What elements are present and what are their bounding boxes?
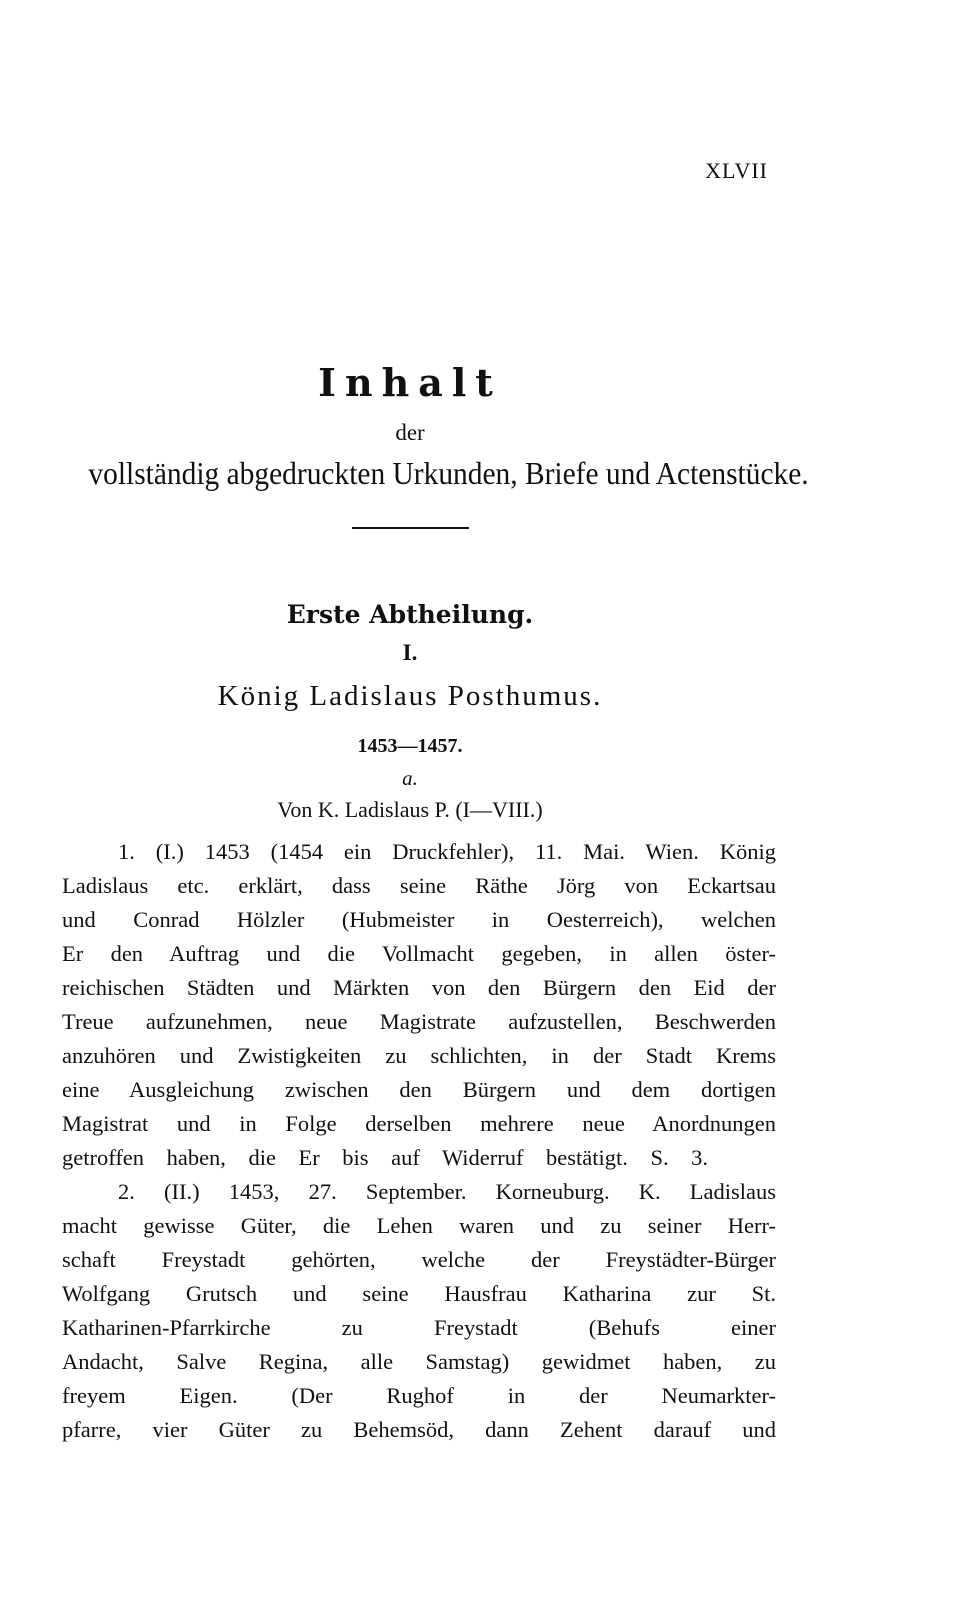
text-line: Ladislaus etc. erklärt, dass seine Räthe Jörg von Eckartsau xyxy=(62,873,776,898)
text-line: eine Ausgleichung zwischen den Bürgern und dem dortigen xyxy=(62,1077,776,1102)
text-line: macht gewisse Güter, die Lehen waren und zu seiner Herr- xyxy=(62,1213,776,1238)
text-line: schaft Freystadt gehörten, welche der Freystädter-Bürger xyxy=(62,1247,776,1272)
sub-heading: Von K. Ladislaus P. (I—VIII.) xyxy=(277,797,543,822)
text-line: pfarre, vier Güter zu Behemsöd, dann Zehent darauf und xyxy=(62,1417,776,1442)
section-roman: I. xyxy=(402,640,418,665)
subtitle-der: der xyxy=(395,420,425,445)
text-line: und Conrad Hölzler (Hubmeister in Oesterreich), welchen xyxy=(62,907,776,932)
text-line: Andacht, Salve Regina, alle Samstag) gewidmet haben, zu xyxy=(62,1349,776,1374)
page-title: Inhalt xyxy=(318,360,502,405)
text-line: Wolfgang Grutsch und seine Hausfrau Katharina zur St. xyxy=(62,1281,776,1306)
subtitle-main: vollständig abgedruckten Urkunden, Briefe und Actenstücke. xyxy=(88,455,809,491)
text-line: Er den Auftrag und die Vollmacht gegeben, in allen öster- xyxy=(62,941,776,966)
text-line: Magistrat und in Folge derselben mehrere neue Anordnungen xyxy=(62,1111,776,1136)
text-line: Treue aufzunehmen, neue Magistrate aufzustellen, Beschwerden xyxy=(62,1009,776,1034)
divider-rule xyxy=(352,527,469,529)
text-line: 1. (I.) 1453 (1454 ein Druckfehler), 11. Mai. Wien. König xyxy=(118,839,776,864)
page-number: XLVII xyxy=(705,158,768,183)
text-line: anzuhören und Zwistigkeiten zu schlichten, in der Stadt Krems xyxy=(62,1043,776,1068)
text-line: freyem Eigen. (Der Rughof in der Neumarkter- xyxy=(62,1383,776,1408)
text-line: getroffen haben, die Er bis auf Widerruf bestätigt. S. 3. xyxy=(62,1145,708,1170)
text-line: 2. (II.) 1453, 27. September. Korneuburg. K. Ladislaus xyxy=(118,1179,776,1204)
section-title: Erste Abtheilung. xyxy=(286,600,534,629)
text-line: Katharinen-Pfarrkirche zu Freystadt (Behufs einer xyxy=(62,1315,776,1340)
ruler-name: König Ladislaus Posthumus. xyxy=(217,680,603,712)
years: 1453—1457. xyxy=(357,735,463,757)
text-line: reichischen Städten und Märkten von den Bürgern den Eid der xyxy=(62,975,776,1000)
sub-letter: a. xyxy=(402,766,418,790)
